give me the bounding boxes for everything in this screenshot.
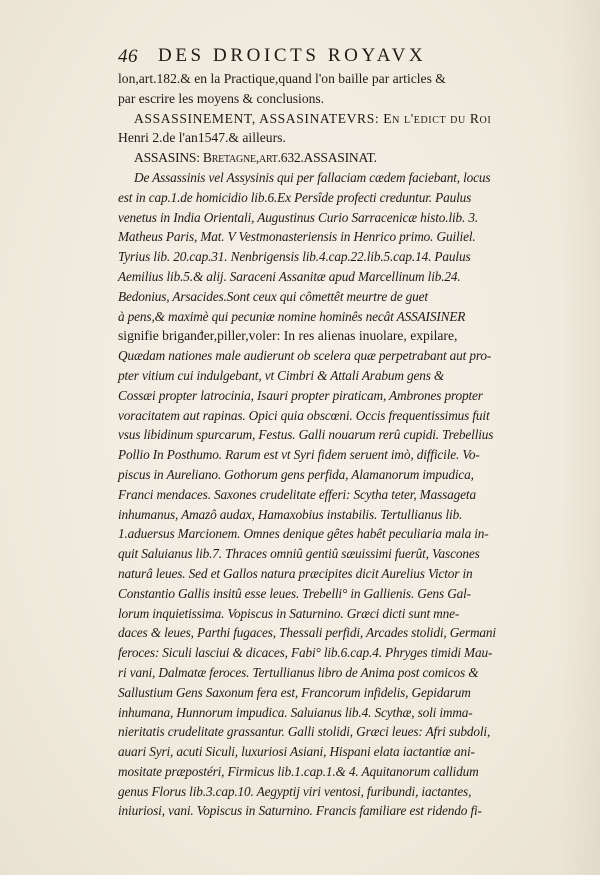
text-line: Quædam nationes male audierunt ob scelera quæ perpetrabant aut pro- [118,348,492,364]
body-text [118,69,528,821]
text-line: nieritatis crudelitate grassantur. Galli stolidi, Græci leues: Afri subdoli, [118,724,491,740]
text-line: Henri 2.de l'an1547.& ailleurs. [118,130,286,146]
text-line: feroces: Siculi lasciui & dicaces, Fabi° lib.6.cap.4. Phryges timidi Mau- [118,645,493,661]
text-line: auari Syri, acuti Siculi, luxuriosi Asiani, Hispani elata iactantiæ ani- [118,744,475,760]
text-line: Tyrius lib. 20.cap.31. Nenbrigensis lib.4.cap.22.lib.5.cap.14. Paulus [118,249,471,265]
page-header [118,44,528,68]
text-line: Cossæi propter latrocinia, Isauri propter piraticam, Ambrones propter [118,387,483,403]
text-line: naturâ leues. Sed et Gallos natura præcipites dicit Aurelius Victor in [118,565,473,581]
text-line: iniuriosi, vani. Vopiscus in Saturnino. Francis familiare est ridendo fi- [118,803,482,819]
entry-heading: ASSASSINEMENT, ASSASINATEVRS: En l'edict du Roi [134,110,492,126]
text-line: mositate præpostéri, Firmicus lib.1.cap.1.& 4. Aquitanorum callidum [118,763,479,779]
text-line: 1.aduersus Marcionem. Omnes denique gêtes habêt peculiaria mala in- [118,526,489,542]
text-line: lon,art.182.& en la Practique,quand l'on baille par articles & [118,71,446,86]
text-line: daces & leues, Parthi fugaces, Thessali perfidi, Arcades stolidi, Germani [118,625,496,641]
text-line: vsus libidinum spurcarum, Festus. Galli nouarum rerû cupidi. Trebellius [118,427,494,443]
text-line: est in cap.1.de homicidio lib.6.Ex Persîde profecti creduntur. Paulus [118,189,472,205]
text-line: par escrire les moyens & conclusions. [118,90,325,106]
text-line: lorum inquietissima. Vopiscus in Saturnino. Græci dicti sunt mne- [118,605,460,621]
text-line: inhumana, Hunnorum impudica. Saluianus lib.4. Scythæ, soli imma- [118,704,473,720]
text-line: à pens,& maximè qui pecuniæ nomine hominês necât ASSAISINER [118,308,466,324]
text-line: Matheus Paris, Mat. V Vestmonasteriensis in Henrico primo. Guiliel. [118,229,476,245]
entry-heading: ASSASINS: Bretagne,art.632.ASSASINAT. [134,150,377,166]
text-line: pter vitium cui indulgebant, vt Cimbri & Attali Arabum gens & [118,367,445,383]
text-line: Pollio In Posthumo. Rarum est vt Syri fidem seruent imò, difficile. Vo- [118,447,480,463]
text-line: venetus in India Orientali, Augustinus Curio Sarracenicæ histo.lib. 3. [118,209,479,225]
running-title: DES DROICTS ROYAVX [158,45,427,66]
text-line: quit Saluianus lib.7. Thraces omniû gentiû sæuissimi fuerût, Vascones [118,546,480,562]
page-edge-shadow [560,0,600,875]
text-line: ri vani, Dalmatæ feroces. Tertullianus libro de Anima post comicos & [118,664,479,680]
text-line: voracitatem aut rapinas. Opici quia obscœni. Occis frequentissimus fuit [118,407,490,423]
text-line: inhumanus, Amazô audax, Hamaxobius instabilis. Tertullianus lib. [118,506,463,522]
text-line: Aemilius lib.5.& alij. Saraceni Assanitæ apud Marcellinum lib.24. [118,268,461,284]
text-line: De Assassinis vel Assysinis qui per fallaciam cædem faciebant, locus [134,169,491,185]
page-number: 46 [118,46,138,67]
text-line: Sallustium Gens Saxonum fera est, Francorum infidelis, Gepidarum [118,684,471,700]
text-line: piscus in Aureliano. Gothorum gens perfida, Alamanorum impudica, [118,466,474,482]
text-line: Franci mendaces. Saxones crudelitate efferi: Scytha teter, Massageta [118,486,476,502]
text-line: signifie briganđer,piller,voler: In res alienas inuolare, expilare, [118,328,458,344]
text-line: Bedonius, Arsacides.Sont ceux qui cômettêt meurtre de guet [118,288,428,304]
text-line: genus Florus lib.3.cap.10. Aegyptij viri ventosi, furibundi, iactantes, [118,783,472,799]
text-line: Constantio Gallis insitû esse leues. Trebelli° in Gallienis. Gens Gal- [118,585,471,601]
